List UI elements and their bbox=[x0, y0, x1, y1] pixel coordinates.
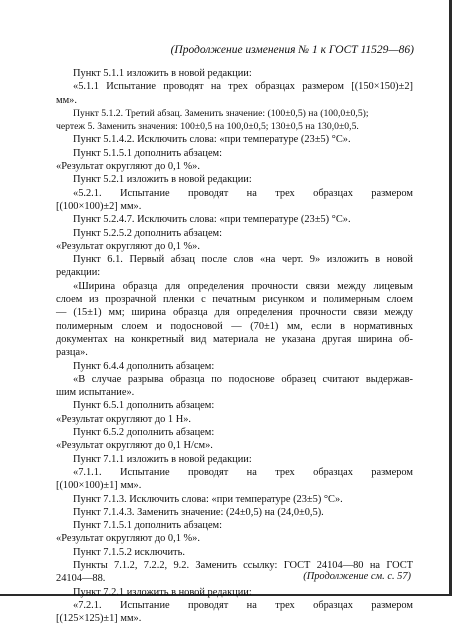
text-line: Пункт 6.5.1 дополнить абзацем: bbox=[73, 400, 215, 412]
text-line: Пункт 5.2.4.7. Исключить слова: «при температуре (23±5) °С». bbox=[73, 214, 351, 226]
text-line: Пункт 7.1.5.2 исключить. bbox=[73, 546, 185, 558]
text-line: 24104—88. bbox=[56, 573, 106, 585]
text-line: Пункт 5.2.1 изложить в новой редакции: bbox=[73, 174, 252, 186]
text-line: Пункт 5.1.4.2. Исключить слова: «при температуре (23±5) °С». bbox=[73, 134, 351, 146]
text-line: редакции: bbox=[56, 267, 101, 279]
text-line: Пункт 7.1.5.1 дополнить абзацем: bbox=[73, 520, 223, 532]
text-line: Пункт 5.2.5.2 дополнить абзацем: bbox=[73, 227, 223, 239]
text-line: «Результат округляют до 0,1 Н/см». bbox=[56, 440, 213, 452]
text-line: шим испытание». bbox=[56, 387, 135, 399]
text-line: чертеж 5. Заменить значения: 100±0,5 на 100,0±0,5; 130±0,5 на 130,0±0,5. bbox=[56, 121, 359, 133]
text-line: [(125×125)±1] мм». bbox=[56, 613, 142, 625]
running-header: (Продолжение изменения № 1 к ГОСТ 11529—86) bbox=[170, 44, 414, 56]
text-line: «Результат округляют до 0,1 %». bbox=[56, 240, 200, 252]
text-line: «5.2.1. Испытание проводят на трех образцах размером bbox=[73, 187, 413, 199]
text-line: Пункт 6.4.4 дополнить абзацем: bbox=[73, 360, 215, 372]
text-line: разца». bbox=[56, 347, 88, 359]
document-body bbox=[56, 67, 413, 625]
text-line: «Результат округляют до 0,1 %». bbox=[56, 161, 200, 173]
text-line: Пункт 7.1.3. Исключить слова: «при температуре (23±5) °С». bbox=[73, 493, 343, 505]
text-line: Пункт 5.1.1 изложить в новой редакции: bbox=[73, 68, 252, 79]
text-line: Пункт 5.1.5.1 дополнить абзацем: bbox=[73, 147, 223, 159]
text-line: мм». bbox=[56, 94, 77, 106]
text-line: [(100×100)±2] мм». bbox=[56, 200, 142, 212]
text-line: «7.2.1. Испытание проводят на трех образцах размером bbox=[73, 599, 413, 611]
text-line: — (15±1) мм; ширина образца для определения прочности связи между bbox=[56, 307, 413, 319]
text-line: «5.1.1 Испытание проводят на трех образцах размером [(150×150)±2] bbox=[73, 81, 413, 93]
text-line: документах на конкретный вид материала не указана другая ширина об- bbox=[56, 333, 413, 345]
text-line: Пункт 6.5.2 дополнить абзацем: bbox=[73, 427, 215, 439]
text-line: Пункт 7.1.1 изложить в новой редакции: bbox=[73, 453, 252, 465]
text-line: «Ширина образца для определения прочности связи между лицевым bbox=[73, 280, 413, 292]
text-line: полимерным слоем и подосновой — (70±1) мм, если в нормативных bbox=[56, 320, 413, 332]
text-line: Пункт 6.1. Первый абзац после слов «на черт. 9» изложить в новой bbox=[73, 254, 413, 266]
text-line: Пункт 7.2.1 изложить в новой редакции: bbox=[73, 586, 252, 598]
text-line: [(100×100)±1] мм». bbox=[56, 480, 142, 492]
text-line: «Результат округляют до 1 Н». bbox=[56, 413, 192, 425]
continuation-note: (Продолжение см. с. 57) bbox=[303, 571, 411, 582]
text-line: Пункты 7.1.2, 7.2.2, 9.2. Заменить ссылку: ГОСТ 24104—80 на ГОСТ bbox=[73, 559, 413, 571]
text-line: «Результат округляют до 0,1 %». bbox=[56, 533, 200, 545]
text-line: слоем из прозрачной пленки с печатным рисунком и полимерным слоем bbox=[56, 294, 413, 306]
text-line: Пункт 7.1.4.3. Заменить значение: (24±0,5) на (24,0±0,5). bbox=[73, 506, 324, 518]
text-line: Пункт 5.1.2. Третий абзац. Заменить значение: (100±0,5) на (100,0±0,5); bbox=[73, 107, 369, 119]
text-line: «7.1.1. Испытание проводят на трех образцах размером bbox=[73, 466, 413, 478]
text-line: «В случае разрыва образца по подоснове образец считают выдержав- bbox=[73, 373, 413, 385]
